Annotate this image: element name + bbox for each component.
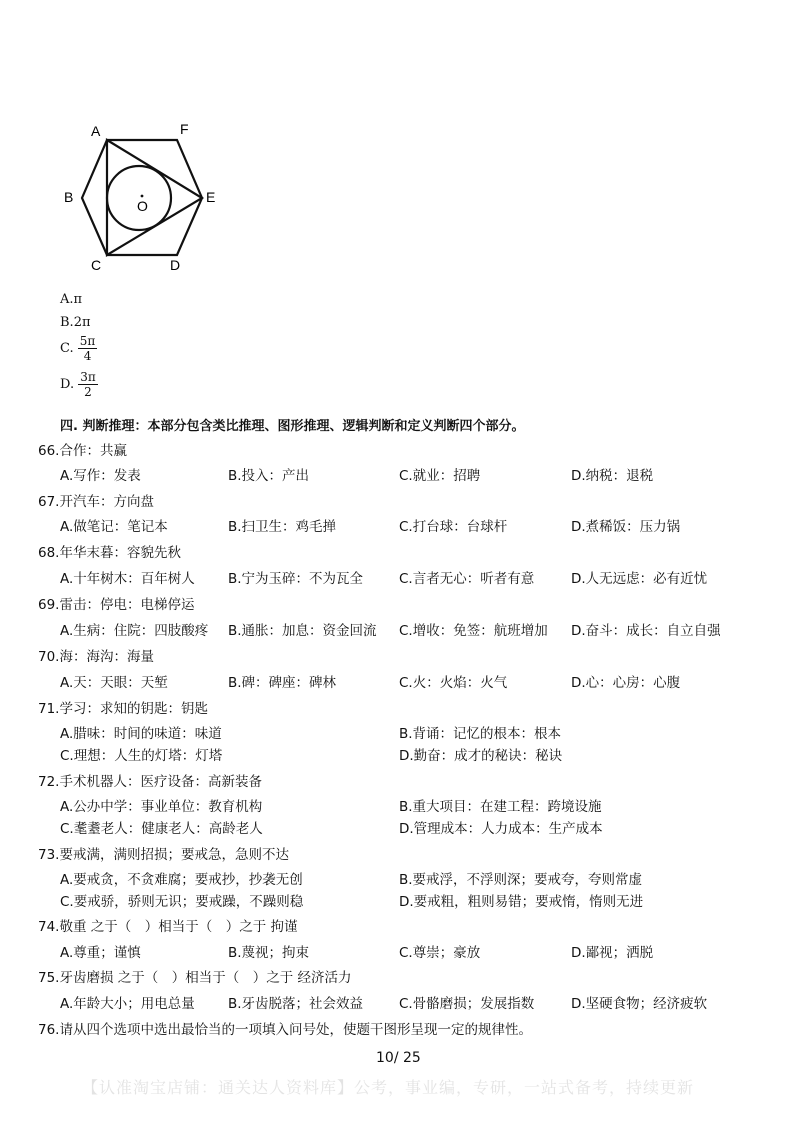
label-o: O	[137, 198, 148, 214]
q69-option-d: D.奋斗：成长：自立自强	[571, 623, 721, 639]
q66-option-b: B.投入：产出	[228, 468, 310, 484]
q70-option-c: C.火：火焰：火气	[399, 675, 508, 691]
q71-option-c: C.理想：人生的灯塔：灯塔	[60, 748, 223, 764]
option-letter: B.	[60, 315, 74, 330]
inscribed-triangle	[107, 140, 202, 255]
question-75-stem: 75.牙齿磨损 之于（ ）相当于（ ）之于 经济活力	[38, 970, 352, 986]
denominator: 2	[84, 385, 92, 399]
section-title: 四. 判断推理：本部分包含类比推理、图形推理、逻辑判断和定义判断四个部分。	[60, 419, 525, 434]
q75-option-d: D.坚硬食物；经济疲软	[571, 996, 708, 1012]
q68-option-b: B.宁为玉碎：不为瓦全	[228, 571, 364, 587]
q68-option-c: C.言者无心：听者有意	[399, 571, 535, 587]
question-66-stem: 66.合作：共赢	[38, 443, 127, 459]
q68-option-a: A.十年树木：百年树人	[60, 571, 195, 587]
center-point	[141, 195, 144, 198]
label-d: D	[170, 257, 181, 273]
q75-option-c: C.骨骼磨损；发展指数	[399, 996, 535, 1012]
question-71-stem: 71.学习：求知的钥匙：钥匙	[38, 701, 208, 717]
q71-option-d: D.勤奋：成才的秘诀：秘诀	[399, 748, 563, 764]
label-c: C	[91, 257, 102, 273]
q73-option-c: C.要戒骄，骄则无识；要戒躁，不躁则稳	[60, 894, 304, 910]
question-70-stem: 70.海：海沟：海量	[38, 649, 154, 665]
label-e: E	[206, 189, 216, 205]
question-73-stem: 73.要戒满，满则招损；要戒急，急则不达	[38, 847, 289, 863]
hexagon-diagram	[62, 118, 222, 278]
q73-option-b: B.要戒浮，不浮则深；要戒夸，夸则常虚	[399, 872, 643, 888]
q72-option-b: B.重大项目：在建工程：跨境设施	[399, 799, 602, 815]
label-f: F	[180, 121, 189, 137]
q70-option-a: A.天：天眼：天堑	[60, 675, 168, 691]
option-letter: A.	[60, 292, 74, 307]
question-69-stem: 69.雷击：停电：电梯停运	[38, 597, 195, 613]
question-72-stem: 72.手术机器人：医疗设备：高新装备	[38, 774, 262, 790]
option-value: π	[73, 292, 83, 307]
q69-option-b: B.通胀：加息：资金回流	[228, 623, 377, 639]
label-a: A	[91, 123, 101, 139]
q69-option-c: C.增收：免签：航班增加	[399, 623, 548, 639]
option-value: 2π	[73, 315, 91, 330]
q74-option-d: D.鄙视；洒脱	[571, 945, 654, 961]
denominator: 4	[83, 349, 92, 363]
q68-option-d: D.人无远虑：必有近忧	[571, 571, 708, 587]
q74-option-c: C.尊崇；豪放	[399, 945, 481, 961]
numerator: 3π	[80, 370, 96, 384]
q66-option-c: C.就业：招聘	[399, 468, 481, 484]
q72-option-a: A.公办中学：事业单位：教育机构	[60, 799, 263, 815]
q65-option-d	[60, 370, 98, 399]
q73-option-d: D.要戒粗，粗则易错；要戒惰，惰则无进	[399, 894, 644, 910]
q72-option-c: C.耄耋老人：健康老人：高龄老人	[60, 821, 263, 837]
q65-option-c	[60, 334, 97, 363]
question-67-stem: 67.开汽车：方向盘	[38, 494, 154, 510]
fraction	[78, 370, 98, 399]
q65-option-a	[60, 292, 82, 307]
q70-option-b: B.碑：碑座：碑林	[228, 675, 337, 691]
q74-option-a: A.尊重；谨慎	[60, 945, 141, 961]
q72-option-d: D.管理成本：人力成本：生产成本	[399, 821, 603, 837]
q67-option-b: B.扫卫生：鸡毛掸	[228, 519, 337, 535]
label-b: B	[64, 189, 74, 205]
q73-option-a: A.要戒贪，不贪难腐；要戒抄，抄袭无创	[60, 872, 303, 888]
q74-option-b: B.蔑视；拘束	[228, 945, 310, 961]
option-letter: C.	[60, 341, 74, 356]
q70-option-d: D.心：心房：心腹	[571, 675, 681, 691]
watermark-text: 【认准淘宝店铺：通关达人资料库】公考，事业编，专研，一站式备考，持续更新	[82, 1078, 695, 1097]
q65-option-b	[60, 315, 91, 330]
q67-option-a: A.做笔记：笔记本	[60, 519, 168, 535]
hexagon-figure	[62, 118, 222, 278]
q69-option-a: A.生病：住院：四肢酸疼	[60, 623, 209, 639]
q66-option-a: A.写作：发表	[60, 468, 141, 484]
numerator: 5π	[79, 334, 96, 348]
question-76-stem: 76.请从四个选项中选出最恰当的一项填入问号处，使题干图形呈现一定的规律性。	[38, 1022, 532, 1038]
question-68-stem: 68.年华末暮：容貌先秋	[38, 545, 181, 561]
q71-option-b: B.背诵：记忆的根本：根本	[399, 726, 562, 742]
q67-option-d: D.煮稀饭：压力锅	[571, 519, 681, 535]
q66-option-d: D.纳税：退税	[571, 468, 654, 484]
fraction	[78, 334, 98, 363]
question-74-stem: 74.敬重 之于（ ）相当于（ ）之于 拘谨	[38, 919, 298, 935]
page-number: 10/ 25	[376, 1050, 421, 1066]
option-letter: D.	[60, 377, 75, 392]
q71-option-a: A.腊味：时间的味道：味道	[60, 726, 222, 742]
q75-option-a: A.年龄大小；用电总量	[60, 996, 195, 1012]
q75-option-b: B.牙齿脱落；社会效益	[228, 996, 364, 1012]
q67-option-c: C.打台球：台球杆	[399, 519, 508, 535]
